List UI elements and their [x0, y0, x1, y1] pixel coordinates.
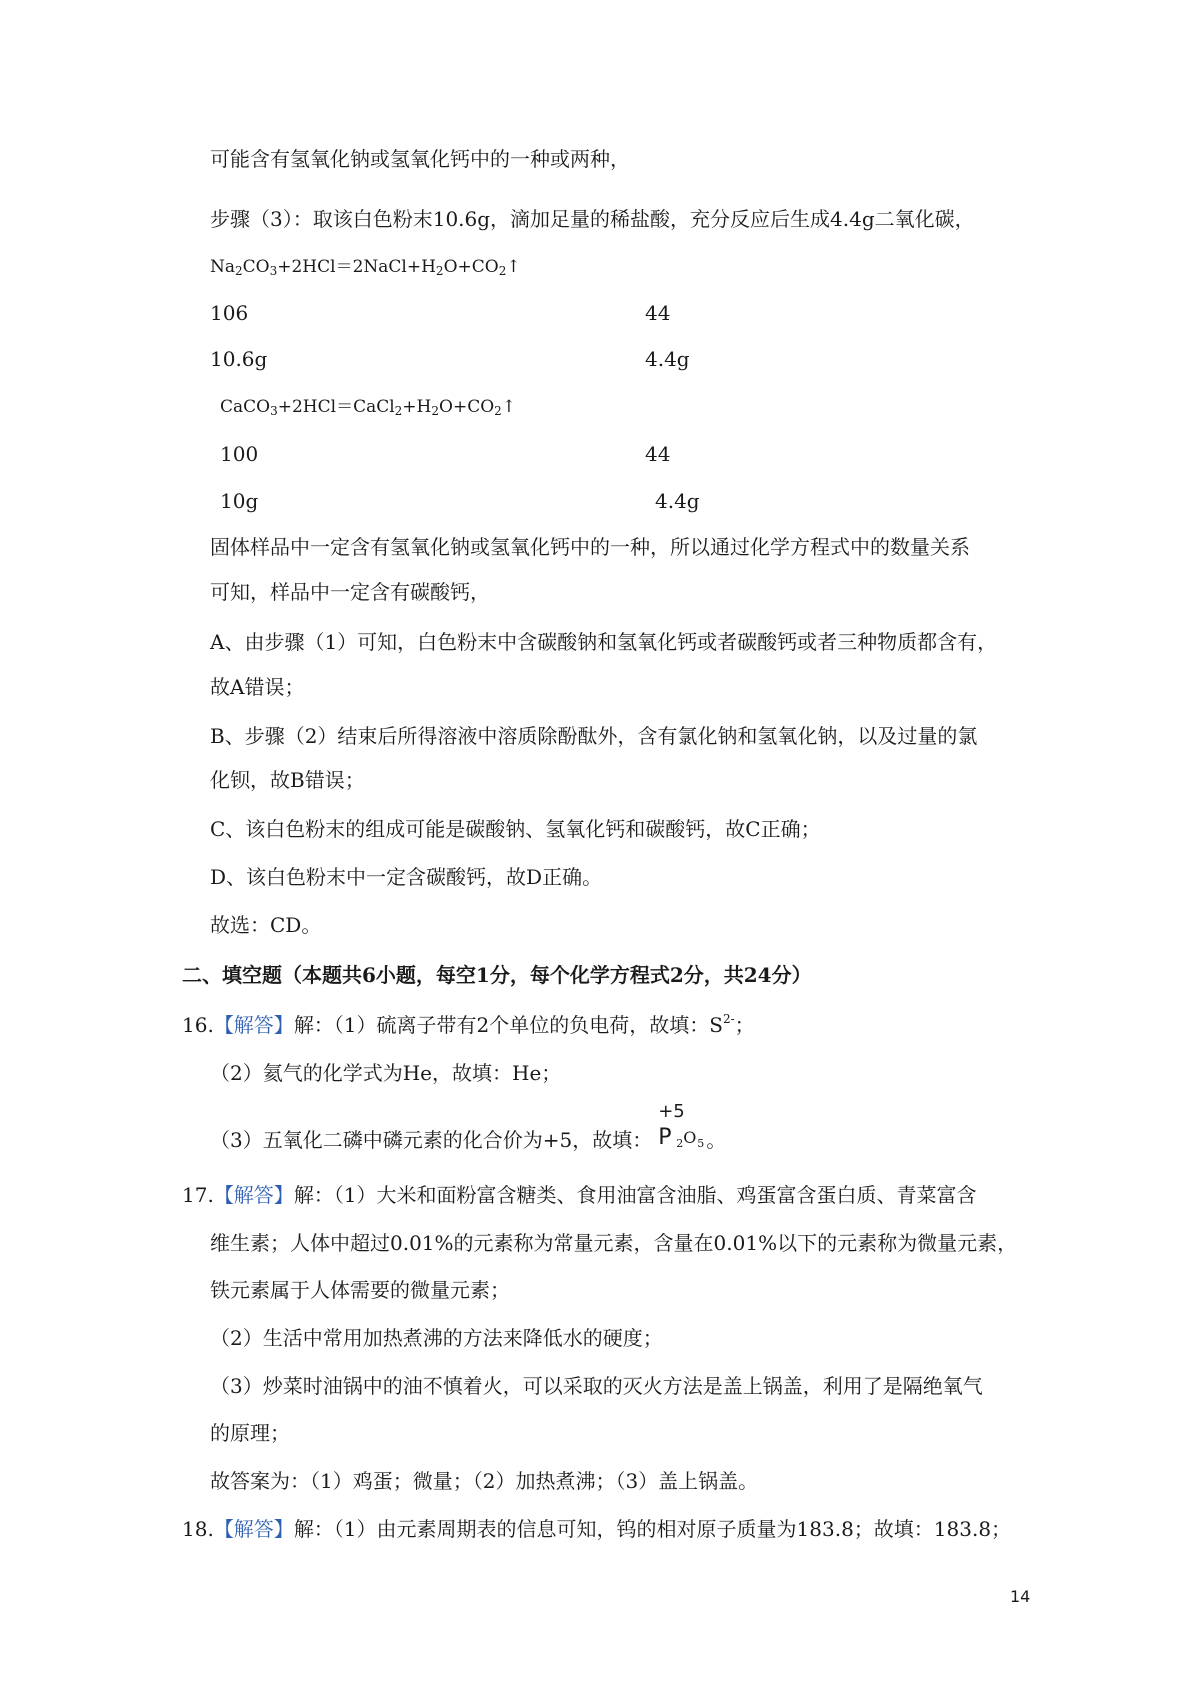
q17-line-1: 17.【解答】解：（1）大米和面粉富含糖类、食用油富含油脂、鸡蛋富含蛋白质、青菜富含	[182, 1183, 977, 1207]
conclusion-line-1: 固体样品中一定含有氢氧化钠或氢氧化钙中的一种，所以通过化学方程式中的数量关系	[210, 535, 970, 559]
q17-line-5: （3）炒菜时油锅中的油不慎着火，可以采取的灭火方法是盖上锅盖，利用了是隔绝氧气	[210, 1374, 983, 1398]
question-number: 17.	[182, 1183, 214, 1207]
answer-tag: 【解答】	[213, 1183, 294, 1207]
q17-line-6: 的原理；	[210, 1421, 290, 1445]
equation-calcium-carbonate: $CaCO_3+2HCl=CaCl_2+H_2O+CO_2↑$	[220, 397, 517, 418]
eq2-mass-ratio-left: 100	[220, 442, 259, 466]
question-number: 16.	[182, 1013, 214, 1037]
answer-tag: 【解答】	[213, 1517, 294, 1541]
section-2-heading: 二、填空题（本题共6小题，每空1分，每个化学方程式2分，共24分）	[182, 963, 812, 987]
option-b-line-2: 化钡，故B错误；	[210, 768, 365, 792]
eq1-mass-ratio-right: 44	[645, 301, 671, 325]
answer-tag: 【解答】	[213, 1013, 294, 1037]
equation-sodium-carbonate: $Na_2CO_3+2HCl=2NaCl+H_2O+CO_2↑$	[210, 257, 521, 278]
step2-tail-text: 可能含有氢氧化钠或氢氧化钙中的一种或两种，	[210, 147, 630, 171]
option-a-line-1: A、由步骤（1）可知，白色粉末中含碳酸钠和氢氧化钙或者碳酸钙或者三种物质都含有，	[210, 630, 998, 654]
eq1-actual-mass-right: 4.4g	[645, 347, 690, 371]
page-number: 14	[1010, 1587, 1031, 1606]
valence-label: +5	[658, 1101, 685, 1122]
eq2-actual-mass-right: 4.4g	[655, 489, 700, 513]
question-number: 18.	[182, 1517, 214, 1541]
q17-line-2: 维生素；人体中超过0.01%的元素称为常量元素，含量在0.01%以下的元素称为微量元素，	[210, 1231, 1018, 1255]
option-b-line-1: B、步骤（2）结束后所得溶液中溶质除酚酞外，含有氯化钠和氢氧化钠，以及过量的氯	[210, 724, 978, 748]
eq1-mass-ratio-left: 106	[210, 301, 249, 325]
conclusion-line-2: 可知，样品中一定含有碳酸钙，	[210, 580, 490, 604]
q16-line-3: （3）五氧化二磷中磷元素的化合价为+5，故填： +5 P 2 O 5 。	[210, 1101, 727, 1152]
q17-line-3: 铁元素属于人体需要的微量元素；	[210, 1278, 510, 1302]
q16-line-2: （2）氦气的化学式为He，故填：He；	[210, 1061, 562, 1085]
option-d-text: D、该白色粉末中一定含碳酸钙，故D正确。	[210, 865, 603, 889]
q17-line-4: （2）生活中常用加热煮沸的方法来降低水的硬度；	[210, 1326, 663, 1350]
eq2-mass-ratio-right: 44	[645, 442, 671, 466]
q17-line-7: 故答案为：（1）鸡蛋；微量；（2）加热煮沸；（3）盖上锅盖。	[210, 1469, 759, 1493]
eq2-actual-mass-left: 10g	[220, 489, 259, 513]
q18-line-1: 18.【解答】解：（1）由元素周期表的信息可知，钨的相对原子质量为183.8；故填：183.8；	[182, 1517, 1012, 1541]
phosphorus-pentoxide-valence-formula: +5 P 2 O 5	[658, 1101, 705, 1150]
answer-q15: 故选：CD。	[210, 913, 322, 937]
option-c-text: C、该白色粉末的组成可能是碳酸钠、氢氧化钙和碳酸钙，故C正确；	[210, 817, 821, 841]
q16-line-1: 16.【解答】解：（1）硫离子带有2个单位的负电荷，故填：$S^{2-}$；	[182, 1012, 755, 1037]
eq1-actual-mass-left: 10.6g	[210, 347, 268, 371]
option-a-line-2: 故A错误；	[210, 675, 305, 699]
step3-text: 步骤（3）：取该白色粉末10.6g，滴加足量的稀盐酸，充分反应后生成4.4g二氧化碳，	[210, 207, 975, 231]
